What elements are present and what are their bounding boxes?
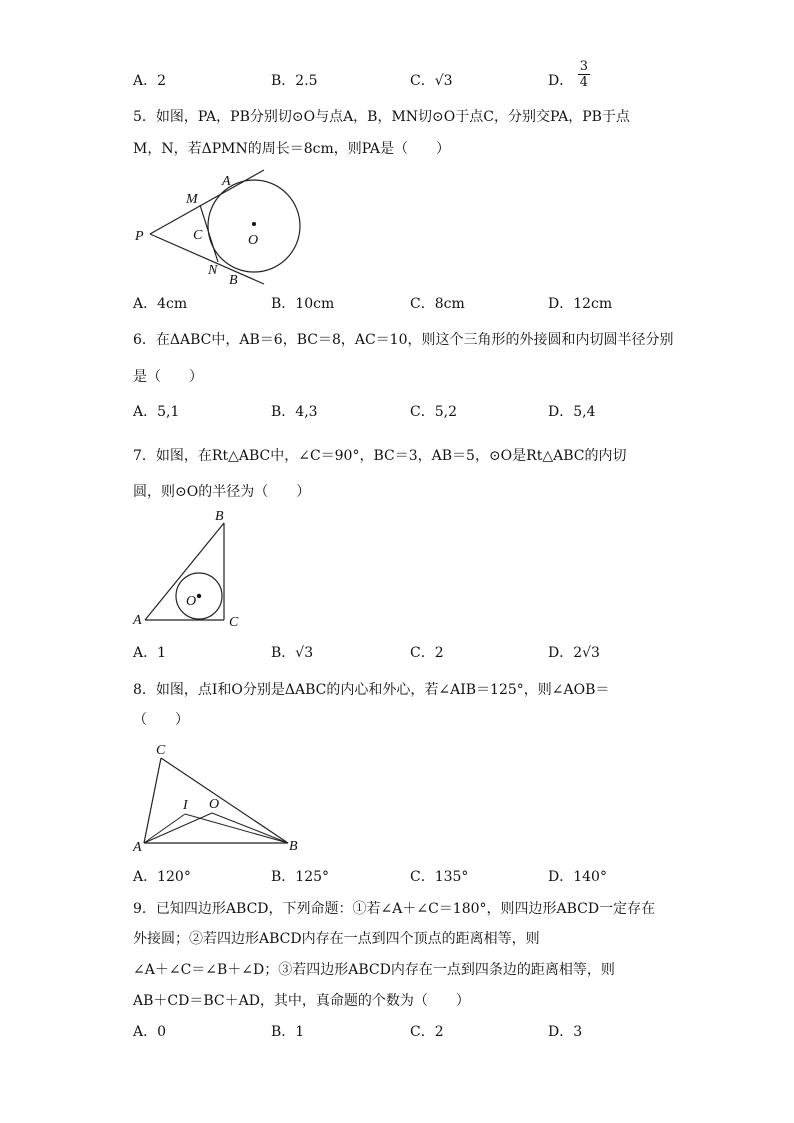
label-b: B [229, 273, 238, 288]
q6-option-c: C．5,2 [410, 404, 457, 420]
label-o: O [209, 797, 220, 812]
label-a: A [133, 613, 142, 628]
q5-option-c: C．8cm [410, 296, 465, 312]
q6-text-line2: 是（ ） [133, 369, 203, 385]
q9-text-line1: 9．已知四边形ABCD，下列命题：①若∠A＋∠C＝180°，则四边形ABCD一定存在 [133, 901, 656, 917]
side-cb [161, 758, 288, 843]
q6-option-a: A．5,1 [133, 404, 180, 420]
q6-option-d: D．5,4 [548, 404, 596, 420]
q7-option-b: B．√3 [271, 645, 314, 661]
label-c: C [229, 615, 239, 630]
q5-text-line2: M，N，若ΔPMN的周长＝8cm，则PA是（ ） [133, 141, 450, 157]
q9-option-c: C．2 [410, 1024, 444, 1040]
q4-option-d-label: D． [548, 73, 574, 89]
q8-text-line2: （ ） [133, 712, 189, 728]
segment-ai [144, 814, 185, 843]
label-a: A [133, 840, 142, 855]
q8-option-d: D．140° [548, 869, 607, 885]
q7-option-d: D．2√3 [548, 645, 600, 661]
q4-option-b: B．2.5 [271, 73, 318, 89]
fraction-numerator: 3 [579, 58, 588, 74]
q9-option-d: D．3 [548, 1024, 583, 1040]
q8-option-a: A．120° [133, 869, 191, 885]
label-c: C [156, 743, 166, 758]
q6-text-line1: 6．在ΔABC中，AB＝6，BC＝8，AC＝10，则这个三角形的外接圆和内切圆半径分别 [133, 332, 674, 348]
label-m: M [186, 192, 198, 207]
q7-text-line1: 7．如图，在Rt△ABC中，∠C＝90°，BC＝3，AB＝5，⊙O是Rt△ABC的内切 [133, 448, 627, 464]
q9-option-b: B．1 [271, 1024, 305, 1040]
label-i: I [183, 798, 188, 813]
q5-text-line1: 5．如图，PA，PB分别切⊙O与点A，B，MN切⊙O于点C，分别交PA，PB于点 [133, 109, 630, 125]
label-a: A [222, 174, 231, 189]
q4-option-a: A．2 [133, 73, 167, 89]
q8-option-b: B．125° [271, 869, 330, 885]
q9-text-line3: ∠A＋∠C＝∠B＋∠D；③若四边形ABCD内存在一点到四条边的距离相等，则 [133, 962, 615, 978]
q6-option-b: B．4,3 [271, 404, 318, 420]
segment-ao [144, 813, 212, 843]
q8-option-c: C．135° [410, 869, 469, 885]
label-o: O [186, 594, 197, 609]
q8-text-line1: 8．如图，点I和O分别是ΔABC的内心和外心，若∠AIB＝125°，则∠AOB＝ [133, 682, 610, 698]
label-b: B [289, 839, 298, 854]
q7-text-line2: 圆，则⊙O的半径为（ ） [133, 484, 311, 500]
q7-option-c: C．2 [410, 645, 444, 661]
q5-option-d: D．12cm [548, 296, 613, 312]
q9-text-line2: 外接圆；②若四边形ABCD内存在一点到四个顶点的距离相等，则 [133, 931, 540, 947]
q4-option-c: C．√3 [410, 73, 453, 89]
label-o: O [248, 233, 259, 248]
q9-text-line4: AB＋CD＝BC＋AD，其中，真命题的个数为（ ） [133, 993, 470, 1009]
label-b: B [215, 509, 224, 524]
fraction-denominator: 4 [579, 74, 588, 90]
label-n: N [208, 263, 218, 278]
q7-option-a: A．1 [133, 645, 167, 661]
side-ac [144, 758, 161, 843]
q5-option-b: B．10cm [271, 296, 335, 312]
q5-option-a: A．4cm [133, 296, 188, 312]
q9-option-a: A．0 [133, 1024, 167, 1040]
label-p: P [135, 229, 144, 244]
label-c: C [193, 228, 203, 243]
